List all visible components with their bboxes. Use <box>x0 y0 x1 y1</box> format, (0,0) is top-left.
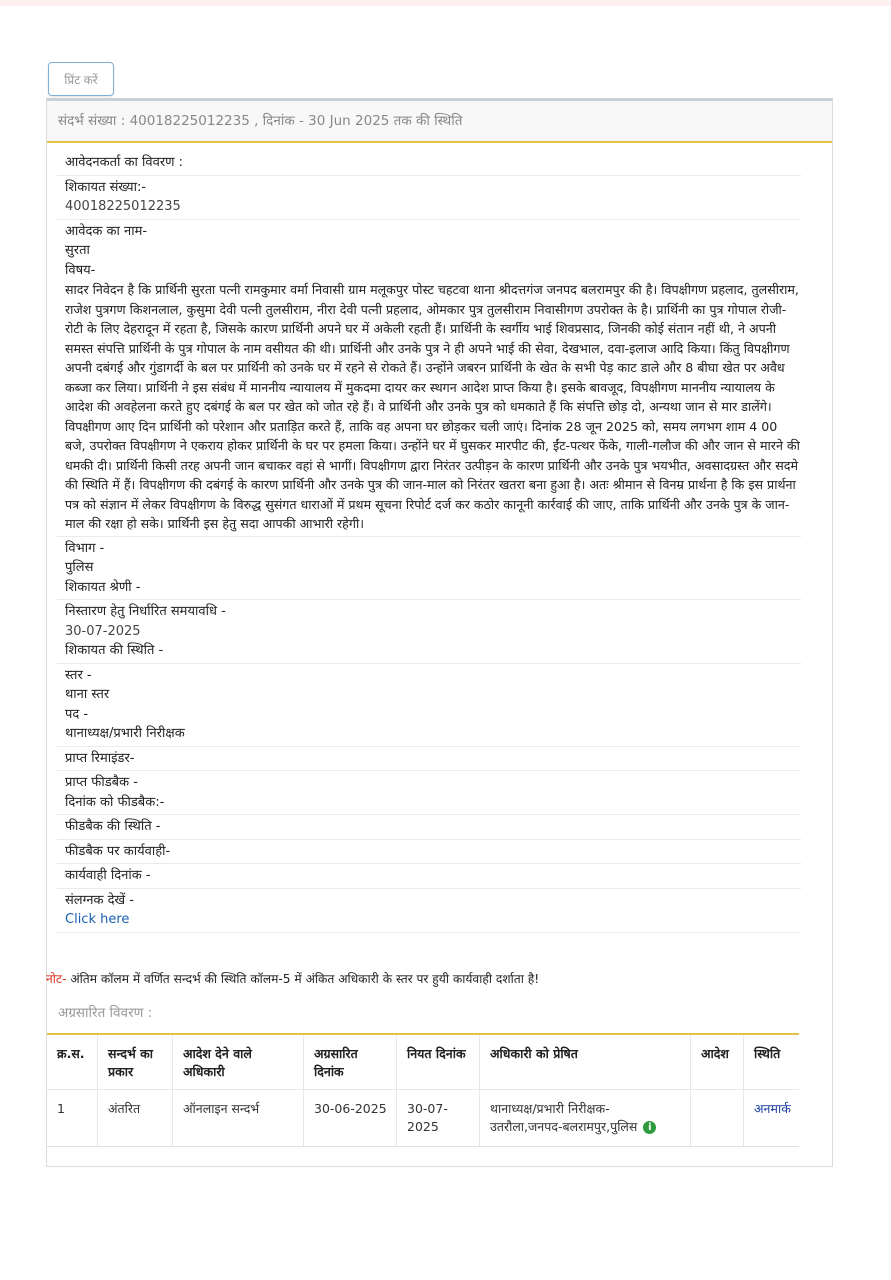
feedback-action-row <box>57 840 801 865</box>
col-status: स्थिति <box>744 1034 800 1090</box>
cell-status <box>744 1090 800 1147</box>
col-ordering-officer: आदेश देने वाले अधिकारी <box>173 1034 304 1090</box>
table-header-row <box>47 1034 799 1090</box>
col-sno: क्र.स. <box>47 1034 98 1090</box>
applicant-name-value: सुरता <box>65 243 90 258</box>
applicant-row <box>57 220 801 537</box>
col-forwarded-date: अग्रसारित दिनांक <box>304 1034 397 1090</box>
status-label: शिकायत की स्थिति - <box>65 643 164 658</box>
forward-title: अग्रसारित विवरण : <box>58 1005 153 1021</box>
applicant-section-title <box>57 151 801 176</box>
deadline-label: निस्तारण हेतु निर्धारित समयावधि - <box>65 604 226 619</box>
complaint-number-row <box>57 176 801 220</box>
subject-label: विषय- <box>65 262 96 278</box>
reference-label: संदर्भ संख्या : <box>58 113 130 129</box>
cell-ref-type: अंतरित <box>98 1090 173 1147</box>
feedback-row <box>57 771 801 815</box>
applicant-name-label: आवेदक का नाम- <box>65 223 148 239</box>
post-label: पद - <box>65 706 89 722</box>
sent-to-text: थानाध्यक्ष/प्रभारी निरीक्षक-उतरौला,जनपद-बलरामपुर,पुलिस <box>490 1101 638 1134</box>
complaint-number-label: शिकायत संख्या:- <box>65 179 147 195</box>
feedback-label: प्राप्त फीडबैक - <box>65 775 138 790</box>
feedback-action-label: फीडबैक पर कार्यवाही- <box>65 843 171 859</box>
note <box>46 970 539 987</box>
level-row <box>57 664 801 747</box>
attachment-row <box>57 889 801 933</box>
cell-forwarded-date: 30-06-2025 <box>304 1090 397 1147</box>
details-list <box>57 151 801 933</box>
complaint-number-value: 40018225012235 <box>65 199 181 214</box>
col-sent-to: अधिकारी को प्रेषित <box>480 1034 691 1090</box>
level-label: स्तर - <box>65 667 92 683</box>
cell-ordering-officer: ऑनलाइन सन्दर्भ <box>173 1090 304 1147</box>
complaint-panel <box>46 98 833 1167</box>
reference-date: , दिनांक - 30 Jun 2025 तक की स्थिति <box>249 113 463 129</box>
section-title: आवेदनकर्ता का विवरण : <box>65 155 184 170</box>
reminder-label: प्राप्त रिमाइंडर- <box>65 750 135 766</box>
reminder-row <box>57 747 801 772</box>
attachment-link[interactable]: Click here <box>65 912 130 927</box>
action-date-row <box>57 864 801 889</box>
info-icon[interactable]: i <box>643 1121 656 1134</box>
feedback-date-label: दिनांक को फीडबैक:- <box>65 794 165 810</box>
forward-table <box>47 1033 799 1147</box>
level-value: थाना स्तर <box>65 687 110 702</box>
post-value: थानाध्यक्ष/प्रभारी निरीक्षक <box>65 726 185 741</box>
category-label: शिकायत श्रेणी - <box>65 579 141 595</box>
status-link[interactable]: अनमार्क <box>754 1101 791 1116</box>
col-order: आदेश <box>691 1034 744 1090</box>
col-ref-type: सन्दर्भ का प्रकार <box>98 1034 173 1090</box>
action-date-label: कार्यवाही दिनांक - <box>65 868 151 883</box>
table-row <box>47 1090 799 1147</box>
note-label: नोट- <box>46 972 67 986</box>
note-text: अंतिम कॉलम में वर्णित सन्दर्भ की स्थिति कॉलम-5 में अंकित अधिकारी के स्तर पर हुयी कार्यवाही दर्शाता है! <box>66 972 540 986</box>
feedback-status-label: फीडबैक की स्थिति - <box>65 819 161 834</box>
department-value: पुलिस <box>65 560 94 575</box>
department-label: विभाग - <box>65 540 105 556</box>
department-row <box>57 537 801 601</box>
feedback-status-row <box>57 815 801 840</box>
col-due-date: नियत दिनांक <box>397 1034 480 1090</box>
attachment-label: संलग्नक देखें - <box>65 892 134 908</box>
subject-text: सादर निवेदन है कि प्रार्थिनी सुरता पत्नी रामकुमार वर्मा निवासी ग्राम मलूकपुर पोस्ट चहटवा थाना श्रीदत्तगंज जनपद बलरामपुर की है। विपक्षीगण प्रहलाद, तुलसीराम, राजेश पुत्रगण किशनलाल, कुसुमा देवी पत्नी तुलसीराम, नीरा देवी पत्नी प्रहलाद, ओमकार पुत्र तुलसीराम निवासीगण उपरोक्त के है। प्रार्थिनी का पुत्र गोपाल रोजी-रोटी के लिए देहरादून में रहता है, जिसके कारण प्रार्थिनी अपने घर में अकेली रहती हैं। प्रार्थिनी के स्वर्गीय भाई शिवप्रसाद, जिनकी कोई संतान नहीं थी, ने अपनी समस्त संपत्ति प्रार्थिनी के पुत्र गोपाल के नाम वसीयत की थी। प्रार्थिनी और उनके पुत्र ने ही अपने भाई की सेवा, देखभाल, दवा-इलाज आदि किया। किंतु विपक्षीगण अपनी दबंगई और गुंडागर्दी के बल पर प्रार्थिनी को उनके घर में रहने से रोकते हैं। उन्होंने जबरन प्रार्थिनी के खेत के सभी पेड़ काट डाले और 8 बीघा खेत पर अवैध कब्जा कर लिया। प्रार्थिनी ने इस संबंध में माननीय न्यायालय में मुकदमा दायर कर स्थगन आदेश प्राप्त किया है। इसके बावजूद, विपक्षीगण माननीय न्यायालय के आदेश की अवहेलना करते हुए दबंगई के बल पर खेत को जोत रहे हैं। वे प्रार्थिनी और उनके पुत्र को धमकाते हैं कि संपत्ति छोड़ दो, अन्यथा जान से मार डालेंगे। विपक्षीगण आए दिन प्रार्थिनी को परेशान और प्रताड़ित करते हैं, ताकि वह अपना घर छोड़कर चली जाएं। दिनांक 28 जून 2025 को, समय लगभग शाम 4 00 बजे, उपरोक्त विपक्षीगण ने एकराय होकर प्रार्थिनी के घर पर हमला किया। उन्होंने घर में घुसकर मारपीट की, ईंट-पत्थर फेंके, गाली-गलौज की और जान से मारने की धमकी दी। प्रार्थिनी किसी तरह अपनी जान बचाकर वहां से भागीं। विपक्षीगण द्वारा निरंतर उत्पीड़न के कारण प्रार्थिनी और उनके पुत्र भयभीत, अवसादग्रस्त और सदमे की स्थिति में हैं। विपक्षीगण की दबंगई के कारण प्रार्थिनी और उनके पुत्र की जान-माल को निरंतर खतरा बना हुआ है। अतः श्रीमान से विनम्र प्रार्थना है कि इस प्रार्थना पत्र को संज्ञान में लेकर विपक्षीगण के विरुद्ध सुसंगत धाराओं में प्रथम सूचना रिपोर्ट दर्ज कर कठोर कानूनी कार्रवाई की जाए, ताकि प्रार्थिनी और उनके पुत्र के जान-माल की रक्षा हो सके। प्रार्थिनी इस हेतु सदा आपकी आभारी रहेगी। <box>65 282 800 531</box>
cell-order <box>691 1090 744 1147</box>
top-band <box>0 0 891 6</box>
cell-sent-to <box>480 1090 691 1147</box>
cell-due-date: 30-07-2025 <box>397 1090 480 1147</box>
cell-sno: 1 <box>47 1090 98 1147</box>
reference-header <box>47 101 832 143</box>
deadline-value: 30-07-2025 <box>65 623 141 639</box>
deadline-row <box>57 600 801 664</box>
reference-number: 40018225012235 <box>129 113 250 129</box>
print-button[interactable]: प्रिंट करें <box>48 62 114 96</box>
